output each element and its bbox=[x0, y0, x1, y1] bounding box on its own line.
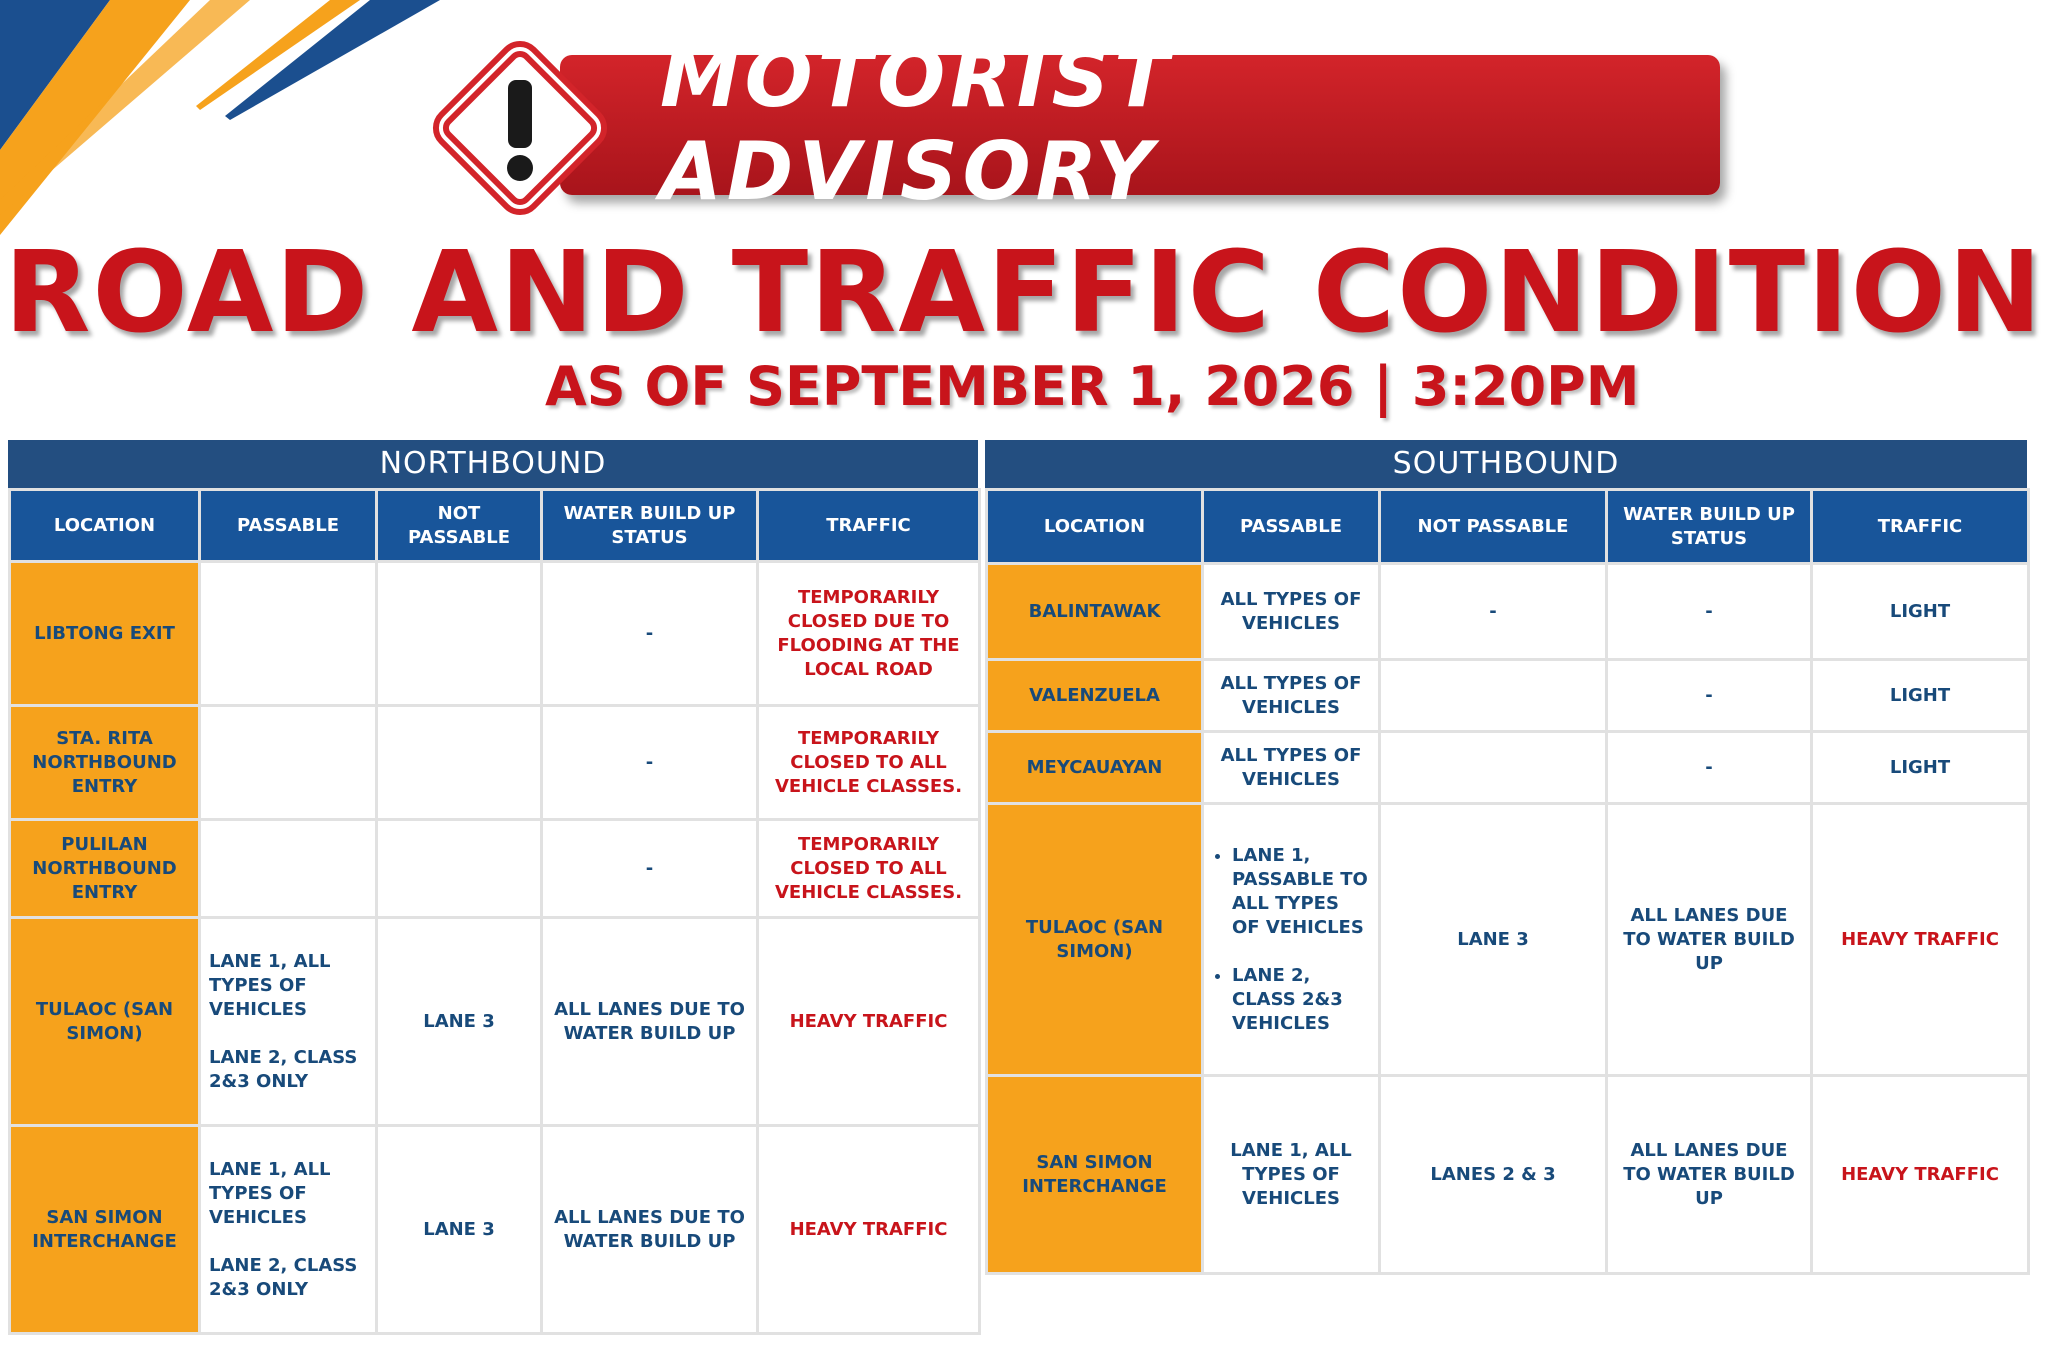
warning-icon bbox=[420, 28, 620, 228]
water-cell: - bbox=[1607, 732, 1812, 804]
col-location: LOCATION bbox=[10, 490, 200, 562]
water-cell: ALL LANES DUE TO WATER BUILD UP bbox=[542, 918, 758, 1126]
location-cell: STA. RITA NORTHBOUND ENTRY bbox=[10, 706, 200, 820]
passable-cell: ALL TYPES OF VEHICLES bbox=[1203, 564, 1380, 660]
passable-line-1: LANE 1, ALL TYPES OF VEHICLES bbox=[209, 1158, 331, 1228]
table-row bbox=[987, 804, 2029, 1076]
table-row bbox=[987, 564, 2029, 660]
water-cell: - bbox=[542, 820, 758, 918]
northbound-header: NORTHBOUND bbox=[8, 440, 978, 488]
passable-cell: LANE 1, ALL TYPES OF VEHICLES bbox=[1203, 1076, 1380, 1274]
location-cell: MEYCAUAYAN bbox=[987, 732, 1203, 804]
traffic-cell: TEMPORARILY CLOSED DUE TO FLOODING AT THE LOCAL ROAD bbox=[758, 562, 980, 706]
table-row bbox=[987, 1076, 2029, 1274]
col-traffic: TRAFFIC bbox=[1812, 490, 2029, 564]
traffic-cell: HEAVY TRAFFIC bbox=[1812, 1076, 2029, 1274]
as-of-date: AS OF SEPTEMBER 1, 2026 | 3:20PM bbox=[545, 355, 1640, 418]
location-cell: BALINTAWAK bbox=[987, 564, 1203, 660]
passable-cell bbox=[1203, 804, 1380, 1076]
col-location: LOCATION bbox=[987, 490, 1203, 564]
southbound-header: SOUTHBOUND bbox=[985, 440, 2027, 488]
table-row bbox=[987, 660, 2029, 732]
table-row bbox=[10, 820, 980, 918]
table-row bbox=[10, 918, 980, 1126]
passable-list bbox=[1212, 844, 1370, 1036]
table-row bbox=[10, 1126, 980, 1334]
passable-cell: ALL TYPES OF VEHICLES bbox=[1203, 660, 1380, 732]
passable-cell: ALL TYPES OF VEHICLES bbox=[1203, 732, 1380, 804]
water-cell: - bbox=[542, 706, 758, 820]
col-water: WATER BUILD UP STATUS bbox=[542, 490, 758, 562]
passable-cell bbox=[200, 1126, 377, 1334]
passable-line-1: LANE 1, ALL TYPES OF VEHICLES bbox=[209, 950, 331, 1020]
col-traffic: TRAFFIC bbox=[758, 490, 980, 562]
list-item: • LANE 2, CLASS 2&3 VEHICLES bbox=[1232, 964, 1370, 1036]
passable-cell bbox=[200, 706, 377, 820]
location-cell: TULAOC (SAN SIMON) bbox=[10, 918, 200, 1126]
water-cell: ALL LANES DUE TO WATER BUILD UP bbox=[1607, 1076, 1812, 1274]
not-passable-cell: LANE 3 bbox=[377, 1126, 542, 1334]
location-cell: SAN SIMON INTERCHANGE bbox=[987, 1076, 1203, 1274]
col-water: WATER BUILD UP STATUS bbox=[1607, 490, 1812, 564]
water-cell: ALL LANES DUE TO WATER BUILD UP bbox=[542, 1126, 758, 1334]
decorative-stripes bbox=[0, 0, 460, 240]
traffic-cell: LIGHT bbox=[1812, 564, 2029, 660]
banner-title: MOTORIST ADVISORY bbox=[660, 32, 1174, 218]
water-cell: - bbox=[1607, 564, 1812, 660]
table-row bbox=[987, 732, 2029, 804]
advisory-banner bbox=[560, 32, 1720, 218]
table-header-row bbox=[10, 490, 980, 562]
table-row bbox=[10, 562, 980, 706]
location-cell: TULAOC (SAN SIMON) bbox=[987, 804, 1203, 1076]
location-cell: PULILAN NORTHBOUND ENTRY bbox=[10, 820, 200, 918]
location-cell: SAN SIMON INTERCHANGE bbox=[10, 1126, 200, 1334]
col-not-passable: NOT PASSABLE bbox=[1380, 490, 1607, 564]
not-passable-cell: - bbox=[1380, 564, 1607, 660]
not-passable-cell bbox=[1380, 660, 1607, 732]
not-passable-cell bbox=[377, 706, 542, 820]
not-passable-cell bbox=[1380, 732, 1607, 804]
traffic-cell: HEAVY TRAFFIC bbox=[758, 1126, 980, 1334]
table-header-row bbox=[987, 490, 2029, 564]
water-cell: - bbox=[542, 562, 758, 706]
page-title: ROAD AND TRAFFIC CONDITION bbox=[4, 228, 2044, 358]
table-row bbox=[10, 706, 980, 820]
col-passable: PASSABLE bbox=[200, 490, 377, 562]
passable-cell bbox=[200, 918, 377, 1126]
traffic-cell: TEMPORARILY CLOSED TO ALL VEHICLE CLASSES. bbox=[758, 706, 980, 820]
traffic-cell: HEAVY TRAFFIC bbox=[1812, 804, 2029, 1076]
location-cell: LIBTONG EXIT bbox=[10, 562, 200, 706]
col-passable: PASSABLE bbox=[1203, 490, 1380, 564]
list-item: • LANE 1, PASSABLE TO ALL TYPES OF VEHICLES bbox=[1232, 844, 1370, 940]
southbound-panel bbox=[985, 440, 2027, 1275]
col-not-passable: NOT PASSABLE bbox=[377, 490, 542, 562]
northbound-panel bbox=[8, 440, 978, 1335]
not-passable-cell bbox=[377, 820, 542, 918]
traffic-cell: LIGHT bbox=[1812, 660, 2029, 732]
not-passable-cell: LANE 3 bbox=[1380, 804, 1607, 1076]
northbound-table bbox=[8, 488, 981, 1335]
location-cell: VALENZUELA bbox=[987, 660, 1203, 732]
passable-cell bbox=[200, 562, 377, 706]
traffic-cell: LIGHT bbox=[1812, 732, 2029, 804]
passable-line-2: LANE 2, CLASS 2&3 ONLY bbox=[209, 1254, 358, 1300]
not-passable-cell bbox=[377, 562, 542, 706]
southbound-table bbox=[985, 488, 2030, 1275]
not-passable-cell: LANE 3 bbox=[377, 918, 542, 1126]
water-cell: ALL LANES DUE TO WATER BUILD UP bbox=[1607, 804, 1812, 1076]
water-cell: - bbox=[1607, 660, 1812, 732]
traffic-cell: HEAVY TRAFFIC bbox=[758, 918, 980, 1126]
passable-cell bbox=[200, 820, 377, 918]
passable-line-2: LANE 2, CLASS 2&3 ONLY bbox=[209, 1046, 358, 1092]
traffic-cell: TEMPORARILY CLOSED TO ALL VEHICLE CLASSES. bbox=[758, 820, 980, 918]
not-passable-cell: LANES 2 & 3 bbox=[1380, 1076, 1607, 1274]
